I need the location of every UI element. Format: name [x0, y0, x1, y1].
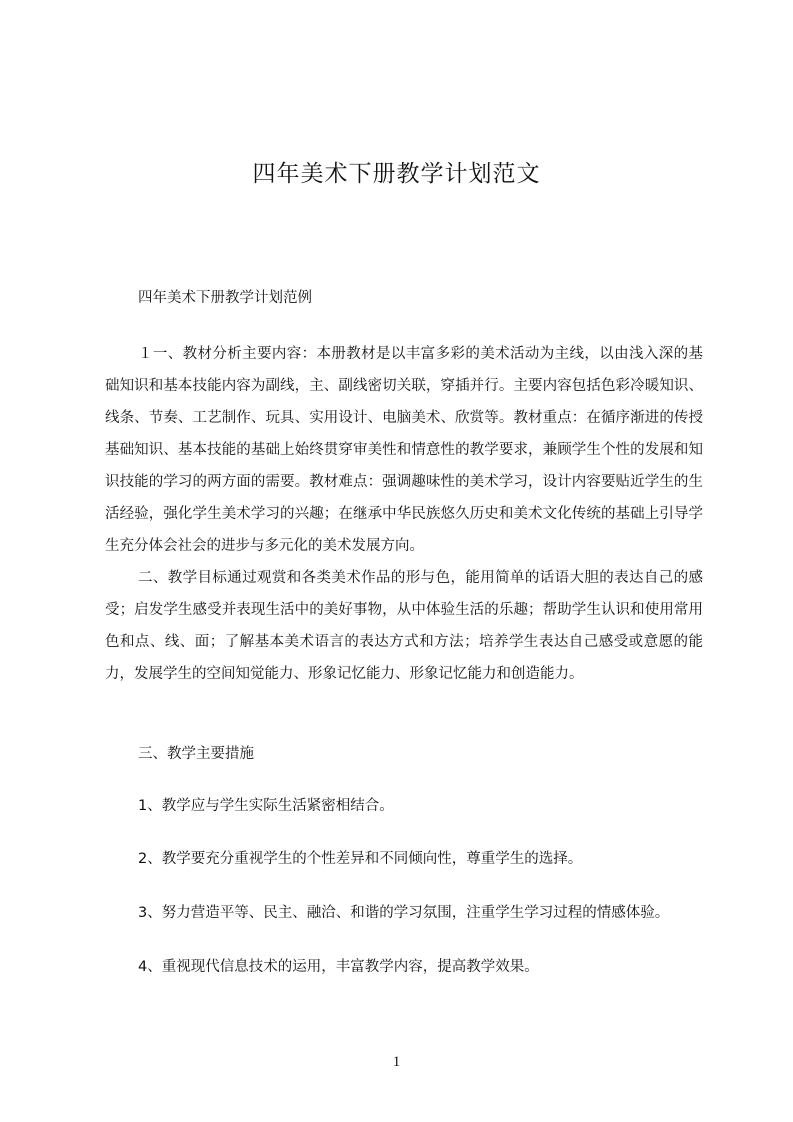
- section-measures-heading: 三、教学主要措施: [138, 746, 254, 762]
- subtitle: 四年美术下册教学计划范例: [138, 290, 312, 306]
- measure-item: 4、重视现代信息技术的运用，丰富教学内容，提高教学效果。: [138, 959, 539, 975]
- document-title: 四年美术下册教学计划范文: [252, 161, 541, 188]
- section-teaching-goals: 二、教学目标通过观赏和各类美术作品的形与色，能用简单的话语大胆的表达自己的感受；启发学生感受并表现生活中的美好事物，从中体验生活的乐趣；帮助学生认识和使用常用色和点、线、面；了解基本美术语言的表达方式和方法；培养学生表达自己感受或意愿的能力，发展学生的空间知觉能力、形象记忆能力、形象记忆能力和创造能力。: [105, 570, 703, 682]
- measure-item: 2、教学要充分重视学生的个性差异和不同倾向性，尊重学生的选择。: [138, 851, 583, 867]
- page-number: 1: [392, 1054, 401, 1070]
- measure-item: 3、努力营造平等、民主、融洽、和谐的学习氛围，注重学生学习过程的情感体验。: [138, 905, 670, 921]
- measure-item: 1、教学应与学生实际生活紧密相结合。: [138, 798, 394, 814]
- section-textbook-analysis: １一、教材分析主要内容：本册教材是以丰富多彩的美术活动为主线，以由浅入深的基础知识和基本技能内容为副线，主、副线密切关联，穿插并行。主要内容包括色彩冷暖知识、线条、节奏、工艺制作、玩具、实用设计、电脑美术、欣赏等。教材重点：在循序渐进的传授基础知识、基本技能的基础上始终贯穿审美性和情意性的教学要求，兼顾学生个性的发展和知识技能的学习的两方面的需要。教材难点：强调趣味性的美术学习，设计内容要贴近学生的生活经验，强化学生美术学习的兴趣；在继承中华民族悠久历史和美术文化传统的基础上引导学生充分体会社会的进步与多元化的美术发展方向。: [105, 346, 703, 554]
